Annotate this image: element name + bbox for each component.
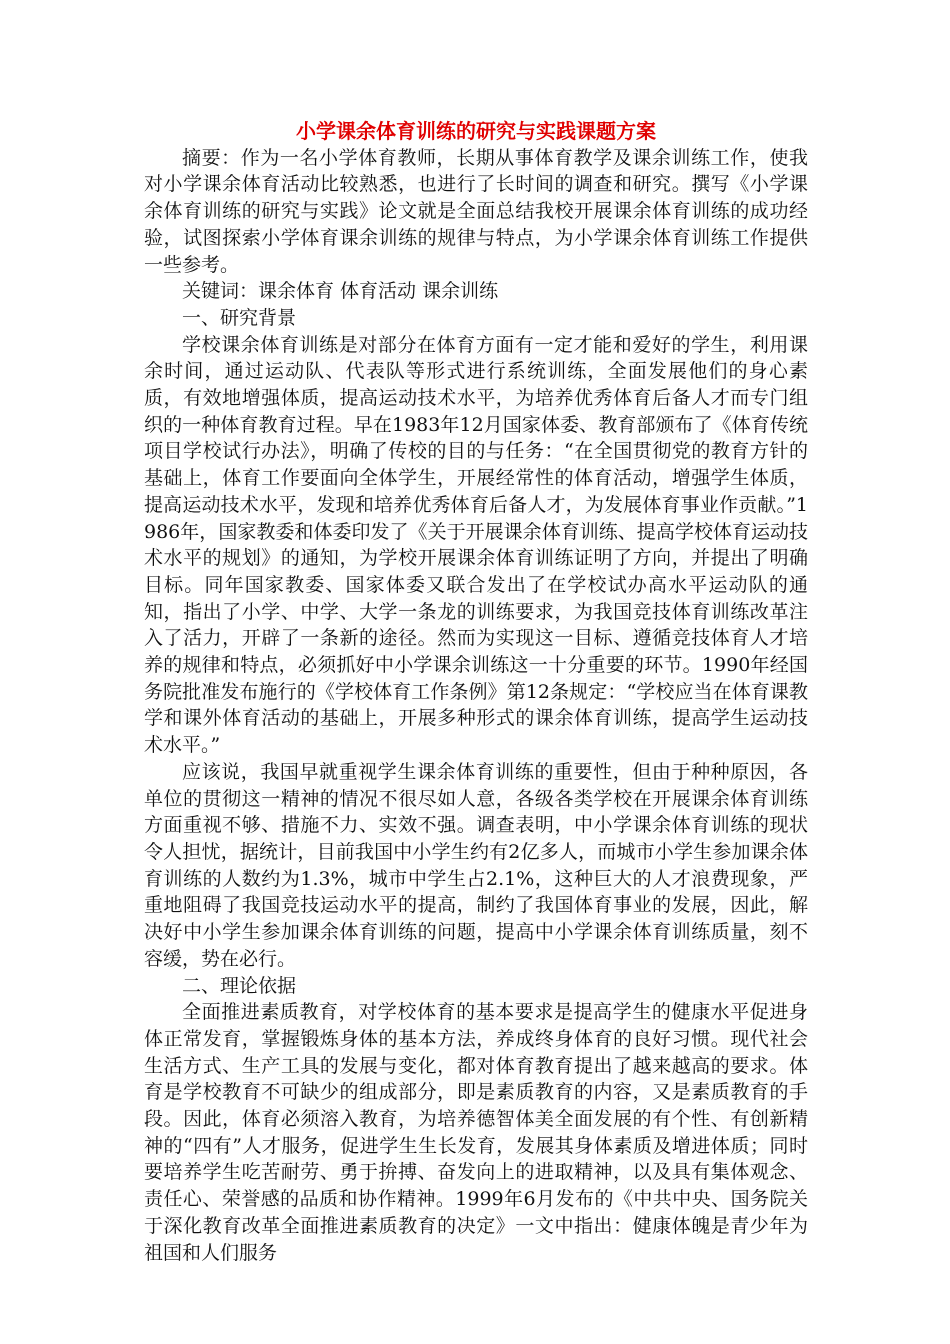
section-heading-background: 一、研究背景 bbox=[182, 306, 297, 329]
document-page bbox=[144, 118, 808, 1266]
abstract-paragraph: 摘要：作为一名小学体育教师，长期从事体育教学及课余训练工作，使我对小学课余体育活动比较熟悉，也进行了长时间的调查和研究。撰写《小学课余体育训练的研究与实践》论文就是全面总结我校开展课余体育训练的成功经验，试图探索小学体育课余训练的规律与特点，为小学课余体育训练工作提供一些参考。 bbox=[144, 146, 808, 276]
document-title: 小学课余体育训练的研究与实践课题方案 bbox=[296, 119, 656, 143]
section-heading-theory: 二、理论依据 bbox=[182, 974, 297, 997]
section1-paragraph-2: 应该说，我国早就重视学生课余体育训练的重要性，但由于种种原因，各单位的贯彻这一精神的情况不很尽如人意，各级各类学校在开展课余体育训练方面重视不够、措施不力、实效不强。调查表明，中小学课余体育训练的现状令人担忧，据统计，目前我国中小学生约有2亿多人，而城市小学生参加课余体育训练的人数约为1.3%，城市中学生占2.1%，这种巨大的人才浪费现象，严重地阻碍了我国竞技运动水平的提高，制约了我国体育事业的发展，因此，解决好中小学生参加课余体育训练的问题，提高中小学课余体育训练质量，刻不容缓，势在必行。 bbox=[144, 760, 808, 970]
keywords-line: 关键词：课余体育 体育活动 课余训练 bbox=[182, 280, 499, 303]
section2-paragraph-1: 全面推进素质教育，对学校体育的基本要求是提高学生的健康水平促进身体正常发育，掌握锻炼身体的基本方法，养成终身体育的良好习惯。现代社会生活方式、生产工具的发展与变化，都对体育教育提出了越来越高的要求。体育是学校教育不可缺少的组成部分，即是素质教育的内容，又是素质教育的手段。因此，体育必须溶入教育，为培养德智体美全面发展的有个性、有创新精神的“四有”人才服务，促进学生生长发育，发展其身体素质及增进体质；同时要培养学生吃苦耐劳、勇于拚搏、奋发向上的进取精神，以及具有集体观念、责任心、荣誉感的品质和协作精神。1999年6月发布的《中共中央、国务院关于深化教育改革全面推进素质教育的决定》一文中指出：健康体魄是青少年为祖国和人们服务 bbox=[144, 1001, 808, 1264]
section1-paragraph-1: 学校课余体育训练是对部分在体育方面有一定才能和爱好的学生，利用课余时间，通过运动队、代表队等形式进行系统训练，全面发展他们的身心素质，有效地增强体质，提高运动技术水平，为培养优秀体育后备人才而专门组织的一种体育教育过程。早在1983年12月国家体委、教育部颁布了《体育传统项目学校试行办法》，明确了传校的目的与任务：“在全国贯彻党的教育方针的基础上，体育工作要面向全体学生，开展经常性的体育活动，增强学生体质，提高运动技术水平，发现和培养优秀体育后备人才，为发展体育事业作贡献。”1986年，国家教委和体委印发了《关于开展课余体育训练、提高学校体育运动技术水平的规划》的通知，为学校开展课余体育训练证明了方向，并提出了明确目标。同年国家教委、国家体委又联合发出了在学校试办高水平运动队的通知，指出了小学、中学、大学一条龙的训练要求，为我国竞技体育训练改革注入了活力，开辟了一条新的途径。然而为实现这一目标、遵循竞技体育人才培养的规律和特点，必须抓好中小学课余训练这一十分重要的环节。1990年经国务院批准发布施行的《学校体育工作条例》第12条规定：“学校应当在体育课教学和课外体育活动的基础上，开展多种形式的课余体育训练，提高学生运动技术水平。” bbox=[144, 333, 808, 757]
